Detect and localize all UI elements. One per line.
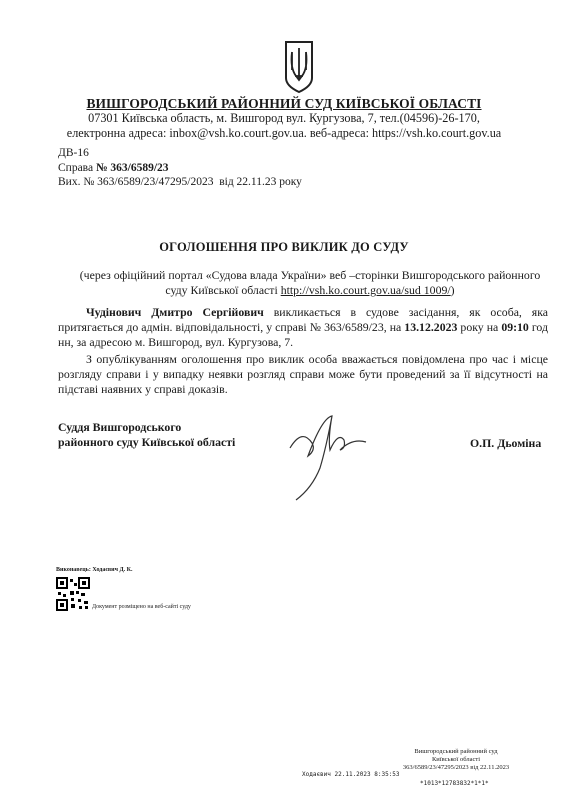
footer-timestamp: Ходаєвич 22.11.2023 8:35:53 [302, 771, 400, 778]
case-number: № 363/6589/23 [95, 161, 169, 174]
document-meta [58, 146, 302, 190]
hearing-time: 09:10 [501, 320, 529, 334]
qr-label: Документ розміщено на веб-сайті суду [92, 604, 191, 610]
summoned-person: Чудінович Дмитро Сергійович [86, 305, 264, 319]
portal-close: ) [450, 283, 455, 297]
judge-title-line-2: районного суду Київської області [58, 435, 236, 449]
judge-title-line-1: Суддя Вишгородського [58, 420, 182, 434]
document-title: ОГОЛОШЕННЯ ПРО ВИКЛИК ДО СУДУ [159, 240, 409, 254]
address-line: 07301 Київська область, м. Вишгород вул. Кургузова, 7, тел.(04596)-26-170, [88, 111, 480, 125]
notice-paragraph: З опублікуванням оголошення про виклик особа вважається повідомлена про час і місце розгляду справи і у випадку неявки розгляд справи може бути проведений за її відсутності на підставі наявних у справі доказів. [58, 352, 548, 396]
case-label: Справа [58, 161, 94, 174]
outgoing-number: Вих. № 363/6589/23/47295/2023 [58, 176, 214, 188]
portal-note [70, 268, 550, 298]
court-address [0, 111, 568, 141]
registration-stamp [386, 748, 526, 772]
summons-text-a: викликається в судове засідання, як особа, яка притягається до адмін. відповідальності, у справі № 363/6589/23, на [58, 305, 549, 334]
summons-text-b: року на [457, 320, 502, 334]
stamp-line-2: Київської області [431, 756, 481, 763]
summons-text-c: год нн, за адресою м. Вишгород, вул. Кургузова, 7. [58, 320, 548, 349]
stamp-line-3: 363/6589/23/47295/2023 від 22.11.2023 [402, 764, 510, 771]
court-name: ВИШГОРОДСЬКИЙ РАЙОННИЙ СУД КИЇВСЬКОЇ ОБЛАСТІ [86, 96, 482, 111]
email-line: електронна адреса: inbox@vsh.ko.court.gov.ua. веб-адреса: https://vsh.ko.court.gov.ua [66, 126, 502, 140]
portal-link[interactable]: http://vsh.ko.court.gov.ua/sud 1009/ [280, 283, 451, 297]
portal-text: (через офіційний портал «Судова влада України» веб –сторінки Вишгородського районного суду Київської області [79, 268, 541, 297]
executor-note: Виконавець: Ходаєвич Д. К. [56, 567, 133, 573]
hearing-date: 13.12.2023 [404, 320, 458, 334]
outgoing-date: від 22.11.23 року [219, 176, 302, 188]
outgoing-line [58, 175, 302, 190]
barcode-number: *1013*12783832*1*1* [420, 780, 489, 787]
case-line [58, 161, 302, 176]
trident-emblem-icon [282, 40, 316, 94]
judge-name: О.П. Дьоміна [470, 436, 542, 450]
form-code: ДВ-16 [58, 147, 89, 159]
handwritten-signature [282, 388, 392, 508]
judge-title [58, 420, 235, 450]
stamp-line-1: Вишгородський районний суд [414, 748, 498, 755]
qr-code-icon[interactable] [56, 577, 90, 611]
summons-paragraph [58, 305, 548, 350]
